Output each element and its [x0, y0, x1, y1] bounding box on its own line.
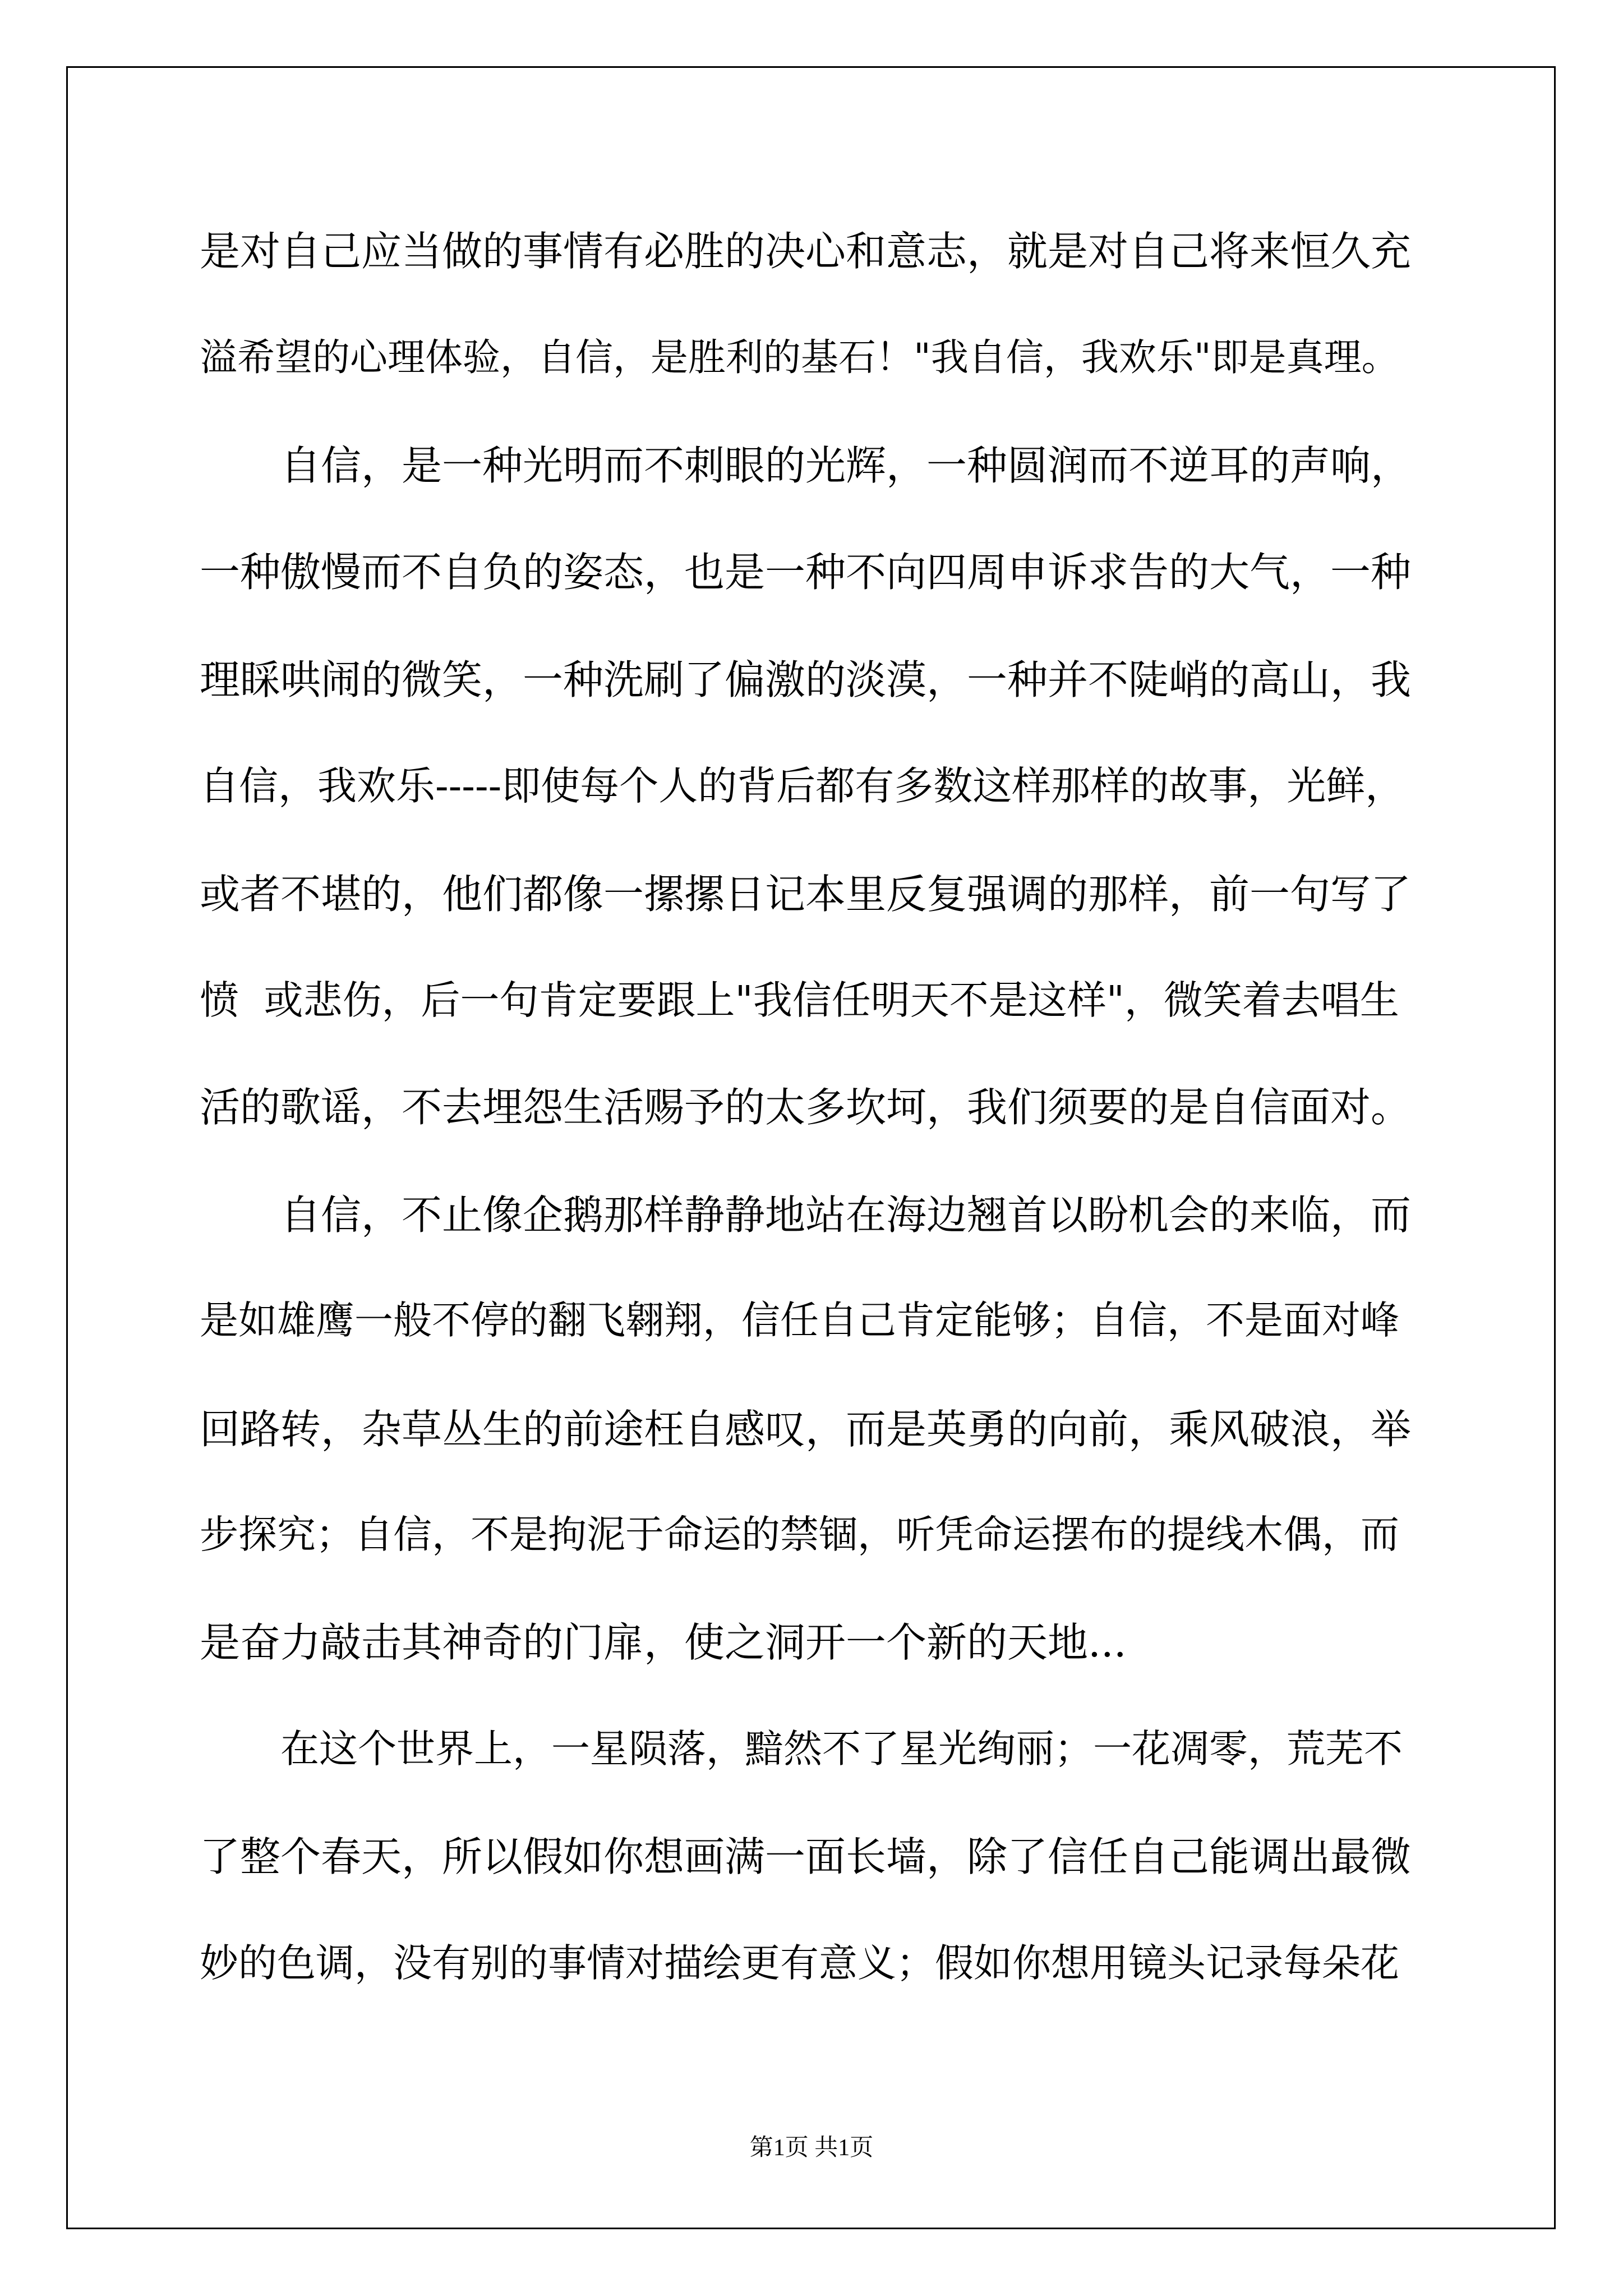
text-line: 了整个春天，所以假如你想画满一面长墙，除了信任自己能调出最微 [200, 1833, 1412, 1880]
text-line: 溢希望的心理体验，自信，是胜利的基石！"我自信，我欢乐"即是真理。 [200, 335, 1399, 379]
text-line: 自信，我欢乐-----即使每个人的背后都有多数这样那样的故事，光鲜， [200, 763, 1405, 809]
text-line: 回路转，杂草丛生的前途枉自感叹，而是英勇的向前，乘风破浪，举 [200, 1406, 1412, 1453]
text-line: 愤 或悲伤，后一句肯定要跟上"我信任明天不是这样"，微笑着去唱生 [200, 977, 1399, 1023]
text-line: 步探究；自信，不是拘泥于命运的禁锢，听凭命运摆布的提线木偶，而 [200, 1512, 1399, 1557]
text-line: 是如雄鹰一般不停的翻飞翱翔，信任自己肯定能够；自信，不是面对峰 [200, 1298, 1399, 1343]
paragraph-start-line: 自信，是一种光明而不刺眼的光辉，一种圆润而不逆耳的声响， [280, 442, 1412, 489]
paragraph-start-line: 自信，不止像企鹅那样静静地站在海边翘首以盼机会的来临，而 [280, 1191, 1412, 1239]
text-line: 是对自己应当做的事情有必胜的决心和意志，就是对自己将来恒久充 [200, 228, 1412, 275]
text-line: 或者不堪的，他们都像一摞摞日记本里反复强调的那样，前一句写了 [200, 871, 1412, 918]
page-footer: 第1页 共1页 [749, 2135, 874, 2161]
text-line: 理睬哄闹的微笑，一种洗刷了偏激的淡漠，一种并不陡峭的高山，我 [200, 656, 1412, 703]
text-line: 活的歌谣，不去埋怨生活赐予的太多坎坷，我们须要的是自信面对。 [200, 1084, 1412, 1131]
text-line: 妙的色调，没有别的事情对描绘更有意义；假如你想用镜头记录每朵花 [200, 1941, 1399, 1986]
text-line: 是奋力敲击其神奇的门扉，使之洞开一个新的天地... [200, 1619, 1127, 1666]
text-line: 一种傲慢而不自负的姿态，也是一种不向四周申诉求告的大气，一种 [200, 549, 1412, 596]
page-border [66, 66, 1556, 2229]
paragraph-start-line: 在这个世界上，一星陨落，黯然不了星光绚丽；一花凋零，荒芜不 [280, 1727, 1403, 1772]
